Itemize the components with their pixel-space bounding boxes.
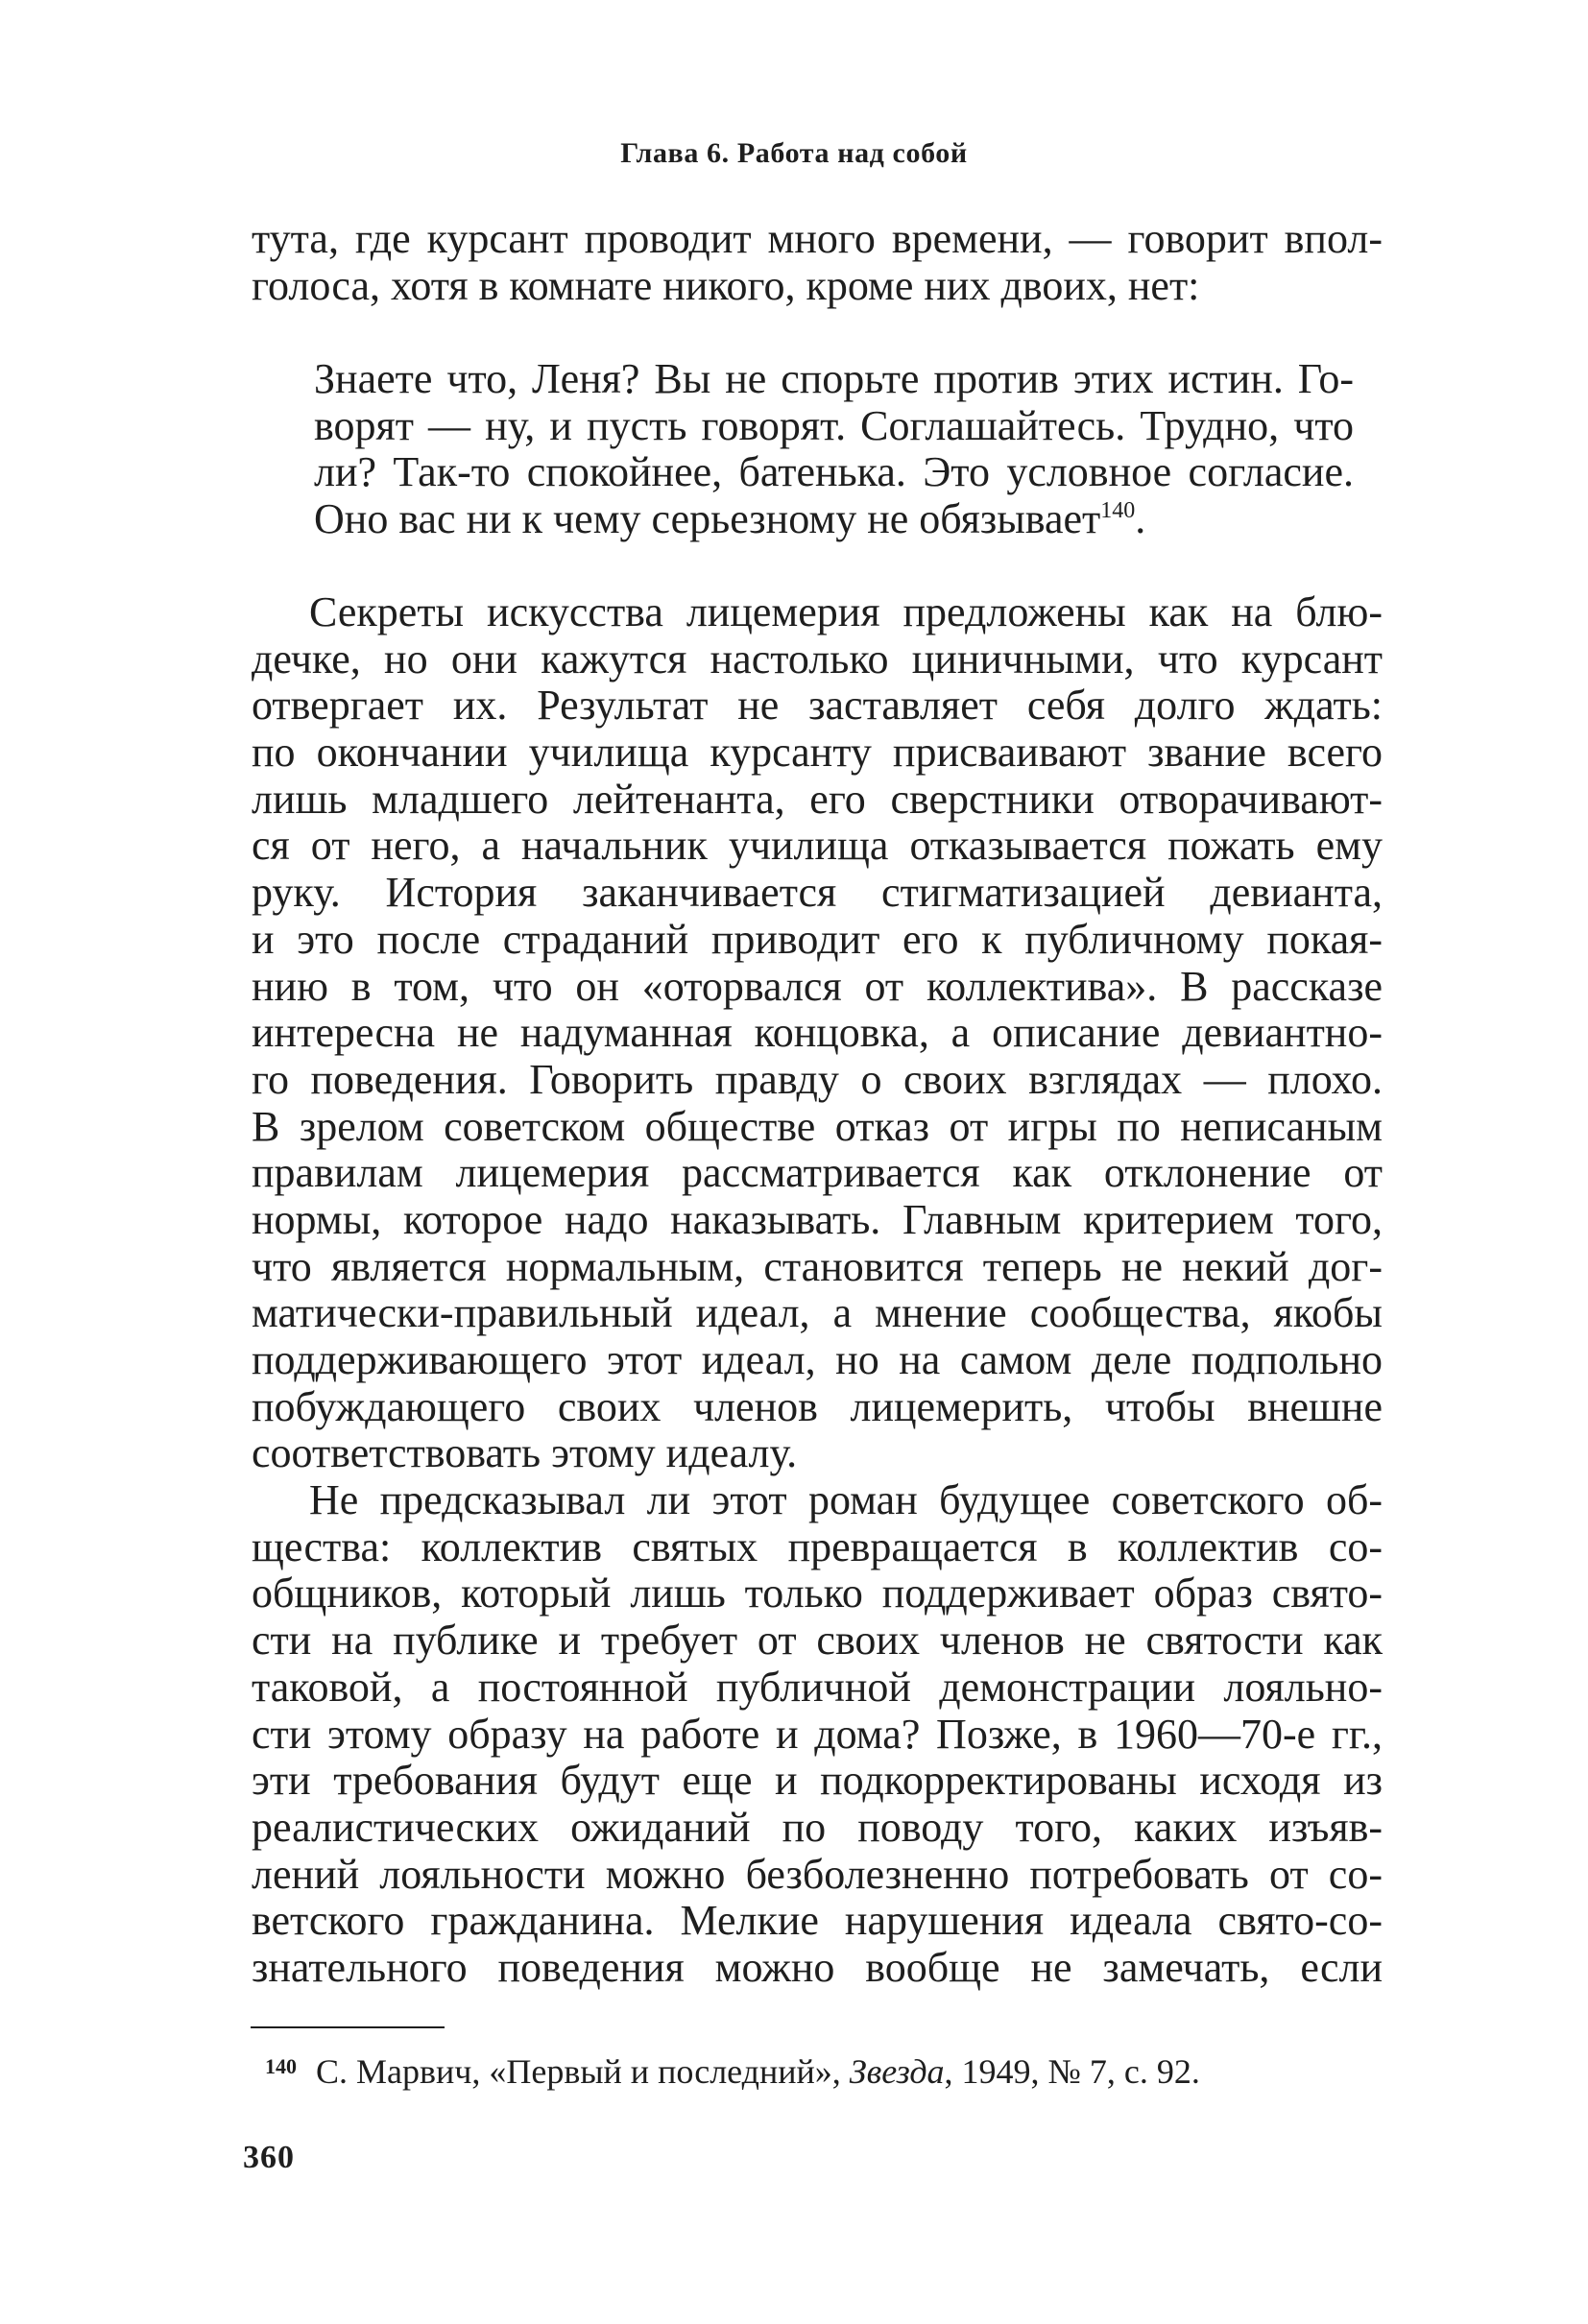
quote-end-punct: . [1135, 495, 1146, 543]
text-line: правилам лицемерия рассматривается как отклонение от [252, 1149, 1383, 1197]
quote-line: Знаете что, Леня? Вы не спорьте против этих истин. Го- [314, 355, 1354, 402]
text-line: Не предсказывал ли этот роман будущее советского об- [309, 1476, 1383, 1524]
quote-line: ворят — ну, и пусть говорят. Соглашайтесь. Трудно, что [314, 401, 1354, 449]
text-line: матически-правильный идеал, а мнение сообщества, якобы [252, 1289, 1383, 1337]
text-line: побуждающего своих членов лицемерить, чтобы внешне [252, 1382, 1383, 1430]
paragraph [252, 1477, 1383, 1992]
text-line: реалистических ожиданий по поводу того, каких изъяв- [252, 1803, 1383, 1851]
quote-line [314, 496, 1354, 543]
text-line: голоса, хотя в комнате никого, кроме них двоих, нет: [252, 261, 1200, 309]
quote-line-text: Оно вас ни к чему серьезному не обязывает [314, 495, 1101, 543]
text-line: соответствовать этому идеалу. [252, 1429, 798, 1477]
footnote-journal-title: Звезда [849, 2052, 945, 2091]
text-line: ся от него, а начальник училища отказывается пожать ему [252, 822, 1383, 870]
page-number: 360 [243, 2140, 295, 2175]
text-line: по окончании училища курсанту присваивают звание всего [252, 729, 1383, 777]
text-line: нию в том, что он «оторвался от коллектива». В рассказе [252, 962, 1383, 1010]
text-line: щества: коллектив святых превращается в коллектив со- [252, 1522, 1383, 1570]
footnote-reference[interactable]: 140 [1100, 498, 1136, 524]
text-line: Секреты искусства лицемерия предложены как на блю- [309, 588, 1383, 635]
text-line: руку. История заканчивается стигматизацией девианта, [252, 869, 1383, 917]
text-line: и это после страданий приводит его к публичному покая- [252, 915, 1383, 963]
text-line: ветского гражданина. Мелкие нарушения идеала свято-со- [252, 1897, 1383, 1945]
text-line: лений лояльности можно безболезненно потребовать от со- [252, 1850, 1383, 1898]
text-line: что является нормальным, становится теперь не некий дог- [252, 1242, 1383, 1290]
intro-text [252, 216, 1383, 309]
text-line: дечке, но они кажутся настолько циничными, что курсант [252, 635, 1383, 683]
text-line: сти на публике и требует от своих членов не святости как [252, 1617, 1383, 1665]
footnote [265, 2048, 1200, 2091]
quote-line: ли? Так-то спокойнее, батенька. Это условное согласие. [314, 448, 1354, 496]
text-line: отвергает их. Результат не заставляет себя долго ждать: [252, 682, 1383, 730]
running-head: Глава 6. Работа над собой [620, 137, 968, 169]
text-line: эти требования будут еще и подкорректированы исходя из [252, 1757, 1383, 1805]
text-line: знательного поведения можно вообще не замечать, если [252, 1943, 1383, 1991]
text-line: нормы, которое надо наказывать. Главным критерием того, [252, 1195, 1383, 1243]
text-line: В зрелом советском обществе отказ от игры по неписаным [252, 1102, 1383, 1150]
footnote-text-after: , 1949, № 7, с. 92. [944, 2052, 1200, 2091]
text-line: таковой, а постоянной публичной демонстрации лояльно- [252, 1663, 1383, 1711]
text-line: сти этому образу на работе и дома? Позже, в 1960—70-е гг., [252, 1710, 1383, 1758]
footnote-separator [251, 2026, 445, 2028]
footnote-number: 140 [265, 2054, 297, 2078]
paragraph [252, 589, 1383, 1477]
text-line: тута, где курсант проводит много времени, — говорит впол- [252, 215, 1383, 262]
footnote-text-before: С. Марвич, «Первый и последний», [316, 2052, 850, 2091]
text-line: общников, который лишь только поддерживает образ свято- [252, 1569, 1383, 1617]
text-line: интересна не надуманная концовка, а описание девиантно- [252, 1009, 1383, 1057]
text-line: лишь младшего лейтенанта, его сверстники отворачивают- [252, 775, 1383, 823]
block-quote [314, 356, 1354, 543]
text-line: поддерживающего этот идеал, но на самом деле подпольно [252, 1336, 1383, 1383]
text-line: го поведения. Говорить правду о своих взглядах — плохо. [252, 1055, 1383, 1103]
main-text [252, 589, 1383, 1992]
